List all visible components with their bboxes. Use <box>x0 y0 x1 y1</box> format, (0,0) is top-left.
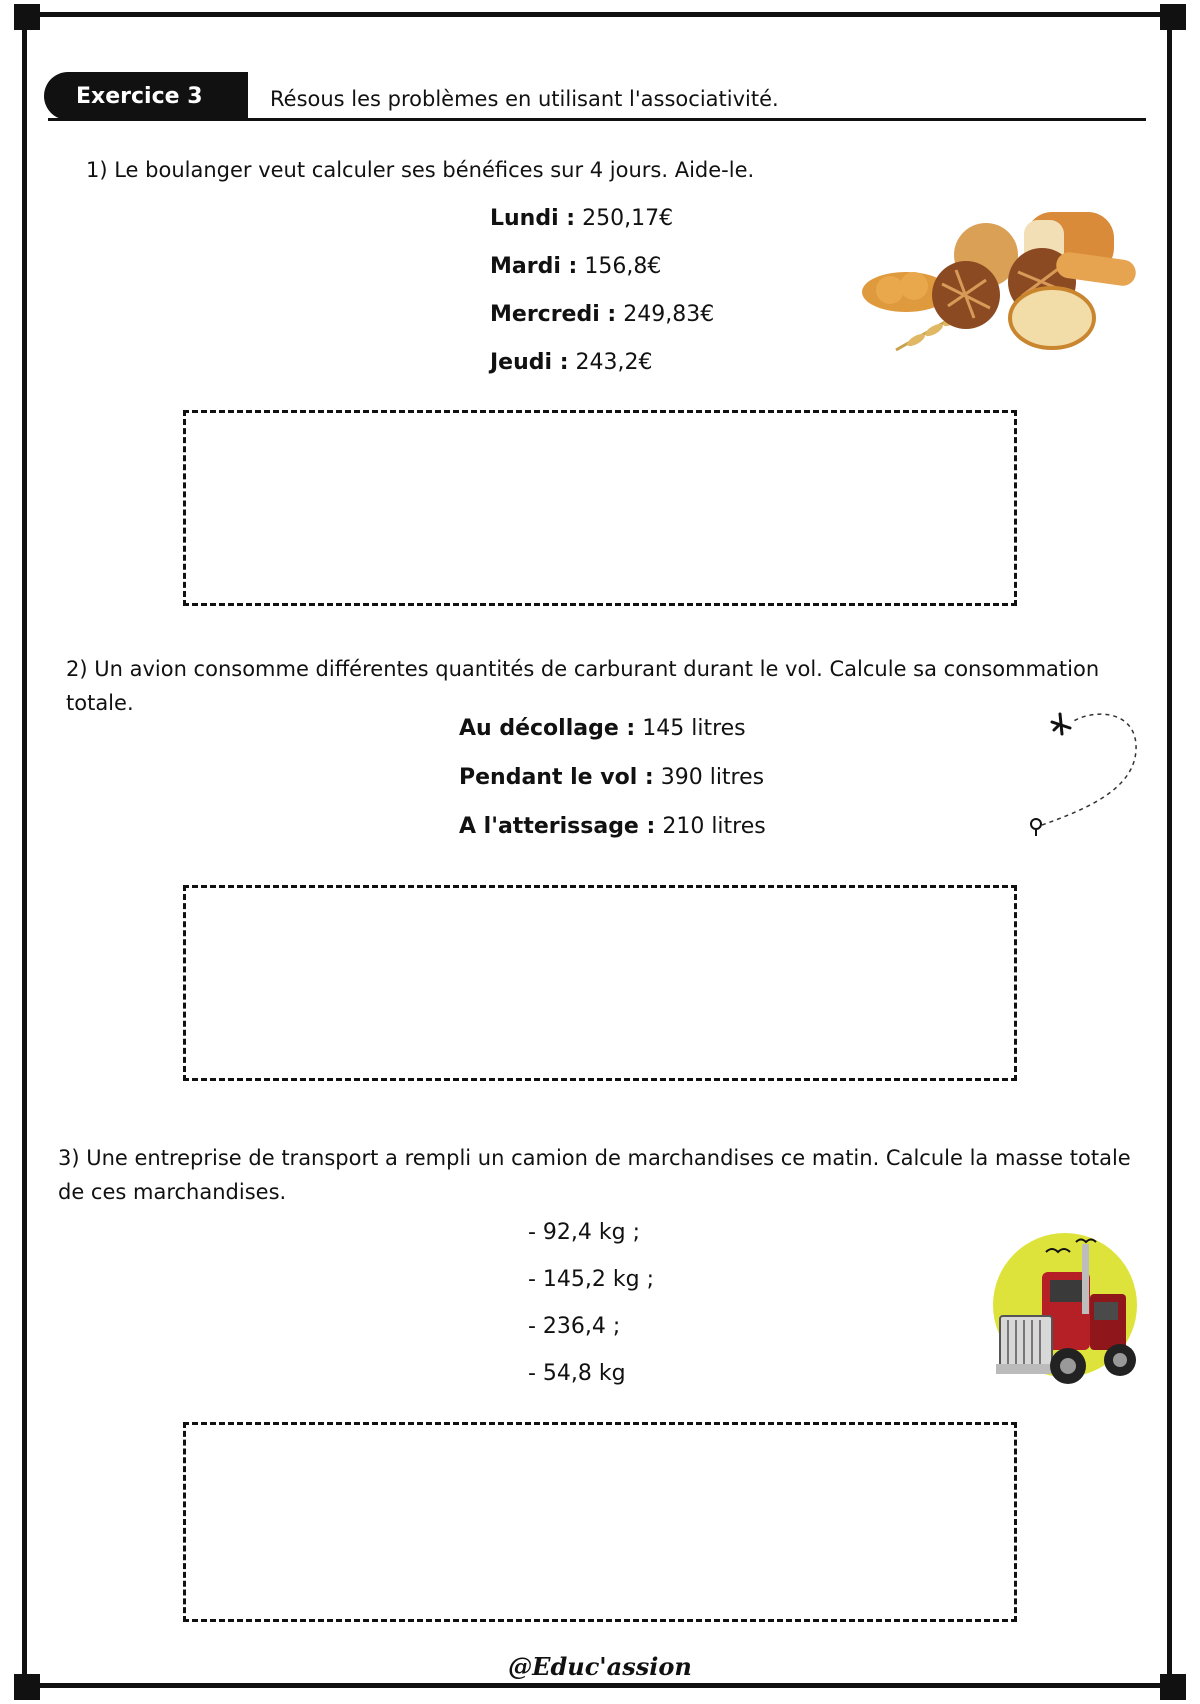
item-label: A l'atterissage : <box>459 814 656 839</box>
item-label: Pendant le vol : <box>459 765 654 790</box>
item-label: Lundi : <box>490 206 576 231</box>
exercise-instruction: Résous les problèmes en utilisant l'associativité. <box>270 87 779 111</box>
truck-illustration <box>970 1220 1148 1390</box>
item-label: Mardi : <box>490 254 578 279</box>
item-value: 156,8€ <box>584 254 662 279</box>
frame-corner <box>1160 4 1186 30</box>
problem-1-item <box>490 302 714 327</box>
bread-icon <box>856 200 1136 360</box>
answer-box-1[interactable] <box>183 410 1017 606</box>
problem-1-item <box>490 350 653 375</box>
answer-box-2[interactable] <box>183 885 1017 1081</box>
plane-route-icon <box>1024 700 1144 850</box>
problem-1-question: 1) Le boulanger veut calculer ses bénéfices sur 4 jours. Aide-le. <box>86 158 755 182</box>
frame-corner <box>14 4 40 30</box>
problem-3-item: - 54,8 kg <box>528 1361 626 1386</box>
problem-2-item <box>459 814 766 839</box>
exercise-title: Exercice 3 <box>76 84 203 109</box>
problem-1-item <box>490 254 661 279</box>
item-value: 210 litres <box>662 814 766 839</box>
problem-1-item <box>490 206 673 231</box>
item-value: 249,83€ <box>623 302 715 327</box>
item-label: Mercredi : <box>490 302 617 327</box>
item-label: Jeudi : <box>490 350 569 375</box>
problem-3-item: - 145,2 kg ; <box>528 1267 655 1292</box>
item-value: 243,2€ <box>575 350 653 375</box>
footer-credit: @Educ'assion <box>508 1652 692 1681</box>
item-value: 145 litres <box>642 716 746 741</box>
item-value: 390 litres <box>660 765 765 790</box>
problem-3-item: - 92,4 kg ; <box>528 1220 641 1245</box>
answer-box-3[interactable] <box>183 1422 1017 1622</box>
problem-3-question: 3) Une entreprise de transport a rempli un camion de marchandises ce matin. Calcule la masse totale de ces marchandises. <box>58 1146 1131 1204</box>
item-value: 250,17€ <box>582 206 674 231</box>
problem-2-item <box>459 716 746 741</box>
problem-3-item: - 236,4 ; <box>528 1314 621 1339</box>
problem-2-question: 2) Un avion consomme différentes quantités de carburant durant le vol. Calcule sa consommation totale. <box>66 657 1100 715</box>
item-label: Au décollage : <box>459 716 636 741</box>
problem-2-item <box>459 765 764 790</box>
